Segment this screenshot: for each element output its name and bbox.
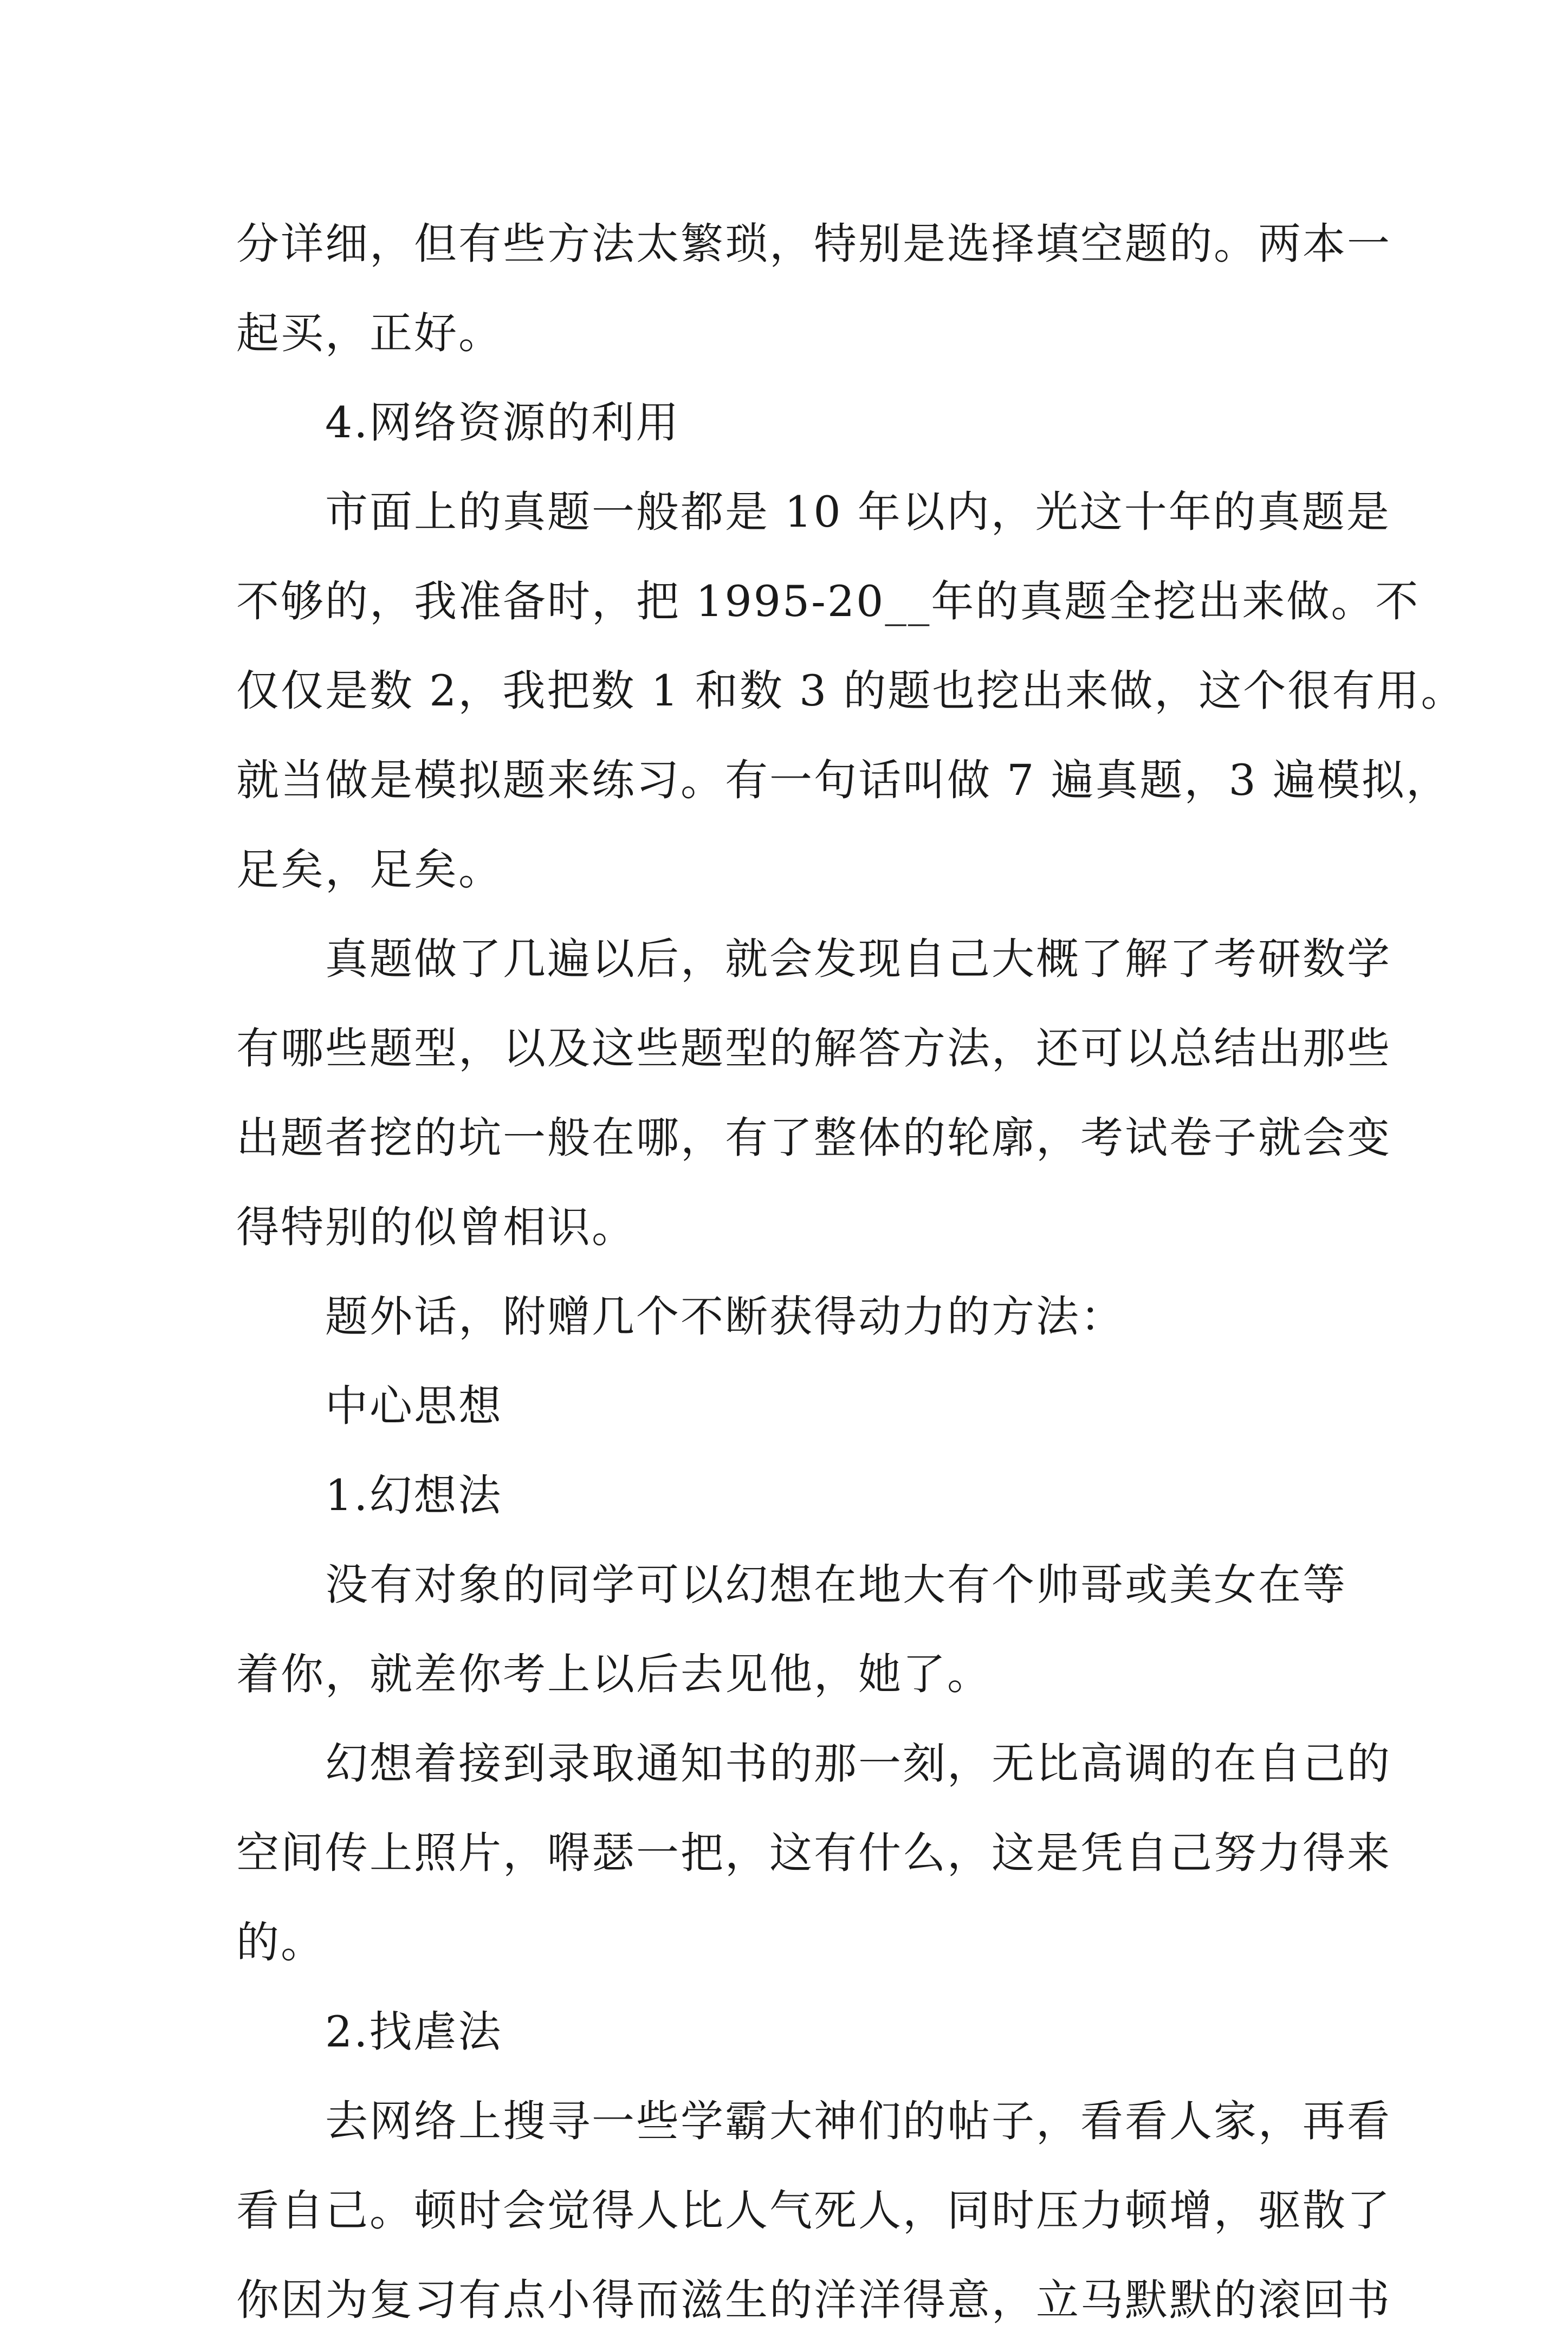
section-heading: [236, 1987, 1347, 2077]
paragraph: [236, 1719, 1391, 1987]
text-line: 的。: [236, 1918, 325, 1967]
text-line: 2.找虐法: [325, 2007, 503, 2057]
text-line: 就当做是模拟题来练习。有一句话叫做 7 遍真题，3 遍模拟，: [236, 755, 1450, 805]
text-line: 真题做了几遍以后，就会发现自己大概了解了考研数学: [325, 934, 1391, 984]
text-line: 你因为复习有点小得而滋生的洋洋得意，立马默默的滚回书: [236, 2275, 1391, 2325]
text-line: 没有对象的同学可以幻想在地大有个帅哥或美女在等: [325, 1560, 1347, 1610]
text-line: 有哪些题型，以及这些题型的解答方法，还可以总结出那些: [236, 1023, 1391, 1073]
text-line: 中心思想: [325, 1381, 503, 1431]
text-line: 去网络上搜寻一些学霸大神们的帖子，看看人家，再看: [325, 2096, 1391, 2146]
text-line: 4.网络资源的利用: [325, 398, 681, 448]
document-body: [236, 199, 1466, 2345]
text-line: 起买，正好。: [236, 308, 503, 358]
text-line: 看自己。顿时会觉得人比人气死人，同时压力顿增，驱散了: [236, 2186, 1391, 2236]
text-line: 幻想着接到录取通知书的那一刻，无比高调的在自己的: [325, 1739, 1391, 1789]
text-line: 出题者挖的坑一般在哪，有了整体的轮廓，考试卷子就会变: [236, 1113, 1391, 1163]
paragraph: [236, 1540, 1347, 1719]
paragraph: [236, 1272, 1347, 1362]
paragraph: [236, 468, 1466, 915]
section-heading: [236, 1362, 1347, 1451]
text-line: 1.幻想法: [325, 1471, 503, 1520]
text-line: 得特别的似曾相识。: [236, 1202, 636, 1252]
text-line: 空间传上照片，嘚瑟一把，这有什么，这是凭自己努力得来: [236, 1828, 1391, 1878]
text-line: 足矣，足矣。: [236, 845, 503, 895]
section-heading: [236, 1451, 1347, 1540]
text-line: 不够的，我准备时，把 1995-20__年的真题全挖出来做。不: [236, 576, 1420, 626]
text-line: 市面上的真题一般都是 10 年以内，光这十年的真题是: [325, 487, 1391, 537]
text-line: 题外话，附赠几个不断获得动力的方法：: [325, 1292, 1125, 1342]
paragraph: [236, 2077, 1391, 2345]
text-line: 分详细，但有些方法太繁琐，特别是选择填空题的。两本一: [236, 219, 1391, 269]
paragraph: [236, 915, 1391, 1272]
paragraph: [236, 199, 1391, 378]
text-line: 着你，就差你考上以后去见他，她了。: [236, 1649, 992, 1699]
text-line: 仅仅是数 2，我把数 1 和数 3 的题也挖出来做，这个很有用。: [236, 666, 1466, 716]
section-heading: [236, 378, 1347, 468]
